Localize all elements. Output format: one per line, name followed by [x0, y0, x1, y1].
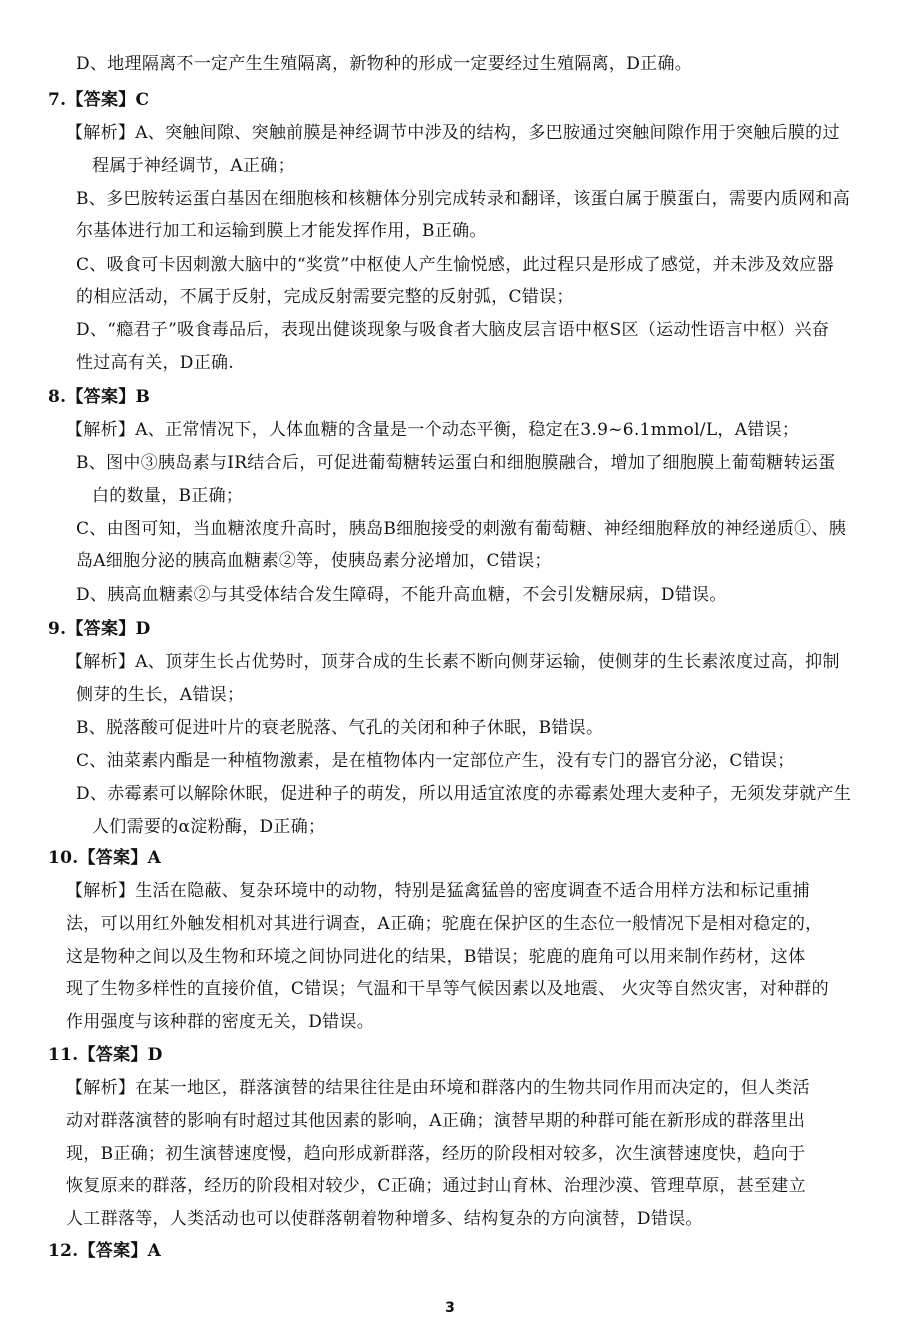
explanation-line: 现了生物多样性的直接价值，C错误；气温和干旱等气候因素以及地震、 火灾等自然灾害，对种群的: [66, 979, 829, 999]
explanation-line: 【解析】A、正常情况下，人体血糖的含量是一个动态平衡，稳定在3.9~6.1mmol/L，A错误；: [66, 420, 800, 440]
explanation-line: 【解析】生活在隐蔽、复杂环境中的动物，特别是猛禽猛兽的密度调查不适合用样方法和标记重捕: [66, 881, 810, 901]
explanation-line: 法，可以用红外触发相机对其进行调查，A正确；驼鹿在保护区的生态位一般情况下是相对稳定的，: [66, 914, 823, 934]
explanation-line: 尔基体进行加工和运输到膜上才能发挥作用，B正确。: [76, 221, 487, 241]
explanation-line: 【解析】A、顶芽生长占优势时，顶芽合成的生长素不断向侧芽运输，使侧芽的生长素浓度过高，抑制: [66, 652, 840, 672]
explanation-line: B、图中③胰岛素与IR结合后，可促进葡萄糖转运蛋白和细胞膜融合，增加了细胞膜上葡萄糖转运蛋: [76, 453, 836, 473]
explanation-line: 岛A细胞分泌的胰高血糖素②等，使胰岛素分泌增加，C错误；: [76, 551, 552, 571]
explanation-line: 的相应活动，不属于反射，完成反射需要完整的反射弧，C错误；: [76, 287, 574, 307]
explanation-line: C、油菜素内酯是一种植物激素，是在植物体内一定部位产生，没有专门的器官分泌，C错误；: [76, 751, 795, 771]
answer-heading: 7.【答案】C: [48, 90, 150, 110]
answer-heading: 10.【答案】A: [48, 848, 162, 868]
explanation-line: 白的数量，B正确；: [92, 486, 244, 506]
answer-heading: 9.【答案】D: [48, 619, 151, 639]
explanation-line: 作用强度与该种群的密度无关，D错误。: [66, 1012, 375, 1032]
explanation-line: 【解析】A、突触间隙、突触前膜是神经调节中涉及的结构，多巴胺通过突触间隙作用于突触后膜的过: [66, 123, 840, 143]
explanation-line: 【解析】在某一地区，群落演替的结果往往是由环境和群落内的生物共同作用而决定的，但人类活: [66, 1078, 810, 1098]
explanation-line: C、吸食可卡因刺激大脑中的“奖赏”中枢使人产生愉悦感，此过程只是形成了感觉，并未涉及效应器: [76, 255, 834, 275]
explanation-line: 人们需要的α淀粉酶，D正确；: [92, 817, 326, 837]
explanation-line: D、“瘾君子”吸食毒品后，表现出健谈现象与吸食者大脑皮层言语中枢S区（运动性语言中枢）兴奋: [76, 320, 830, 340]
explanation-line: 这是物种之间以及生物和环境之间协同进化的结果，B错误；驼鹿的鹿角可以用来制作药材，这体: [66, 947, 806, 967]
explanation-line: 现，B正确；初生演替速度慢，趋向形成新群落，经历的阶段相对较多，次生演替速度快，趋向于: [66, 1144, 806, 1164]
page-number: 3: [445, 1300, 455, 1316]
explanation-line: 恢复原来的群落，经历的阶段相对较少，C正确；通过封山育林、治理沙漠、管理草原，甚至建立: [66, 1176, 806, 1196]
explanation-line: C、由图可知，当血糖浓度升高时，胰岛B细胞接受的刺激有葡萄糖、神经细胞释放的神经递质①、胰: [76, 519, 846, 539]
explanation-line: 程属于神经调节，A正确；: [92, 156, 295, 176]
answer-heading: 12.【答案】A: [48, 1241, 162, 1261]
explanation-line: B、多巴胺转运蛋白基因在细胞核和核糖体分别完成转录和翻译，该蛋白属于膜蛋白，需要内质网和高: [76, 189, 850, 209]
explanation-line: B、脱落酸可促进叶片的衰老脱落、气孔的关闭和种子休眠，B错误。: [76, 718, 604, 738]
explanation-line: D、赤霉素可以解除休眠，促进种子的萌发，所以用适宜浓度的赤霉素处理大麦种子，无须发芽就产生: [76, 784, 852, 804]
explanation-line: 侧芽的生长，A错误；: [76, 685, 245, 705]
explanation-line: 人工群落等，人类活动也可以使群落朝着物种增多、结构复杂的方向演替，D错误。: [66, 1209, 703, 1229]
explanation-line: 性过高有关，D正确.: [76, 353, 235, 373]
explanation-line: D、地理隔离不一定产生生殖隔离，新物种的形成一定要经过生殖隔离，D正确。: [76, 54, 693, 74]
answer-heading: 11.【答案】D: [48, 1045, 163, 1065]
answer-heading: 8.【答案】B: [48, 387, 151, 407]
explanation-line: 动对群落演替的影响有时超过其他因素的影响，A正确；演替早期的种群可能在新形成的群落里出: [66, 1111, 806, 1131]
explanation-line: D、胰高血糖素②与其受体结合发生障碍，不能升高血糖，不会引发糖尿病，D错误。: [76, 585, 727, 605]
